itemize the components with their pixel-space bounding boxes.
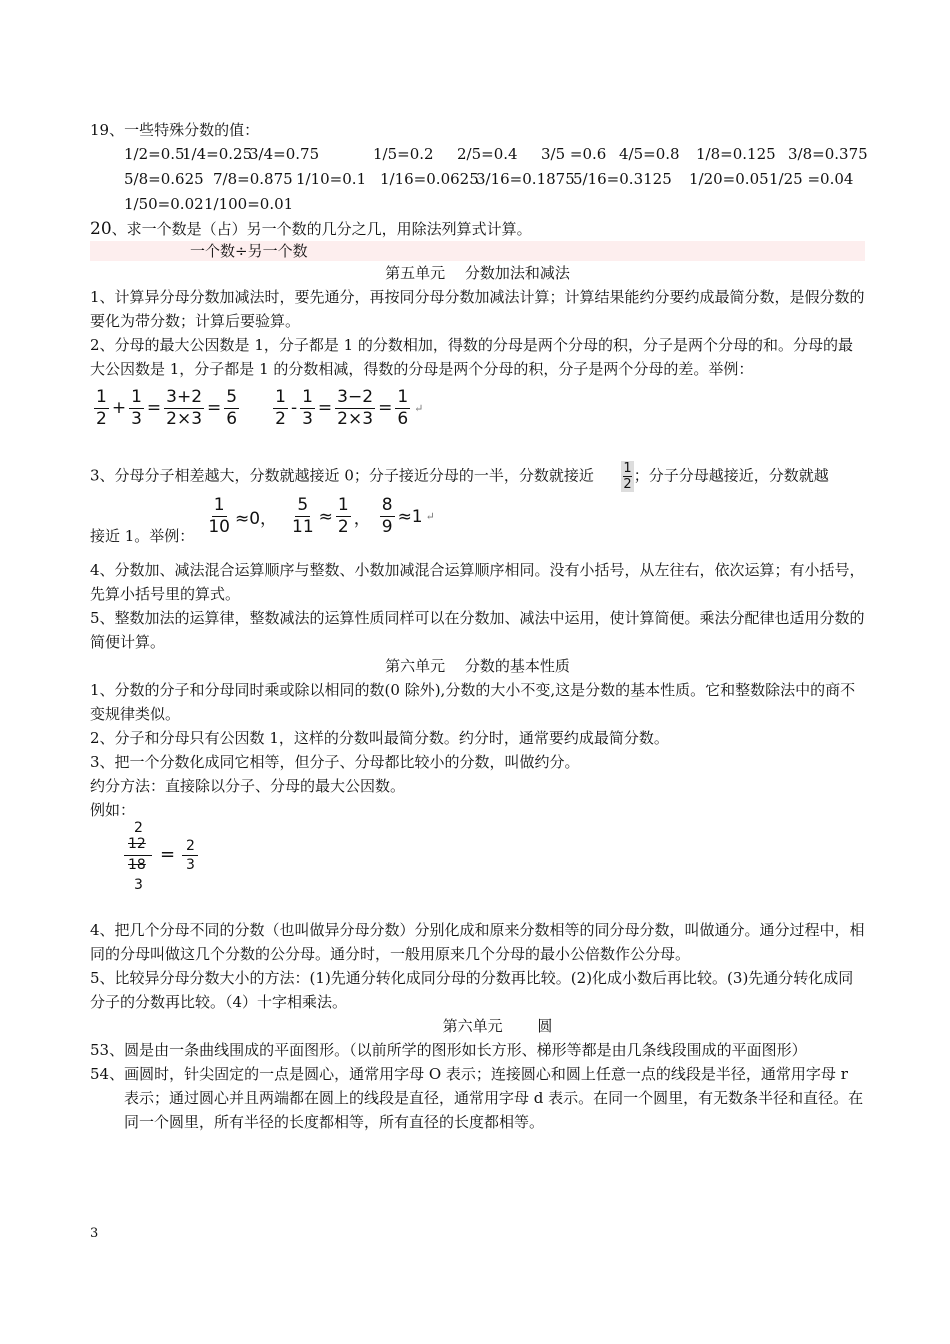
unit5-example-equations: $\frac{1}{2}$ + $\frac{1}{3}$ = $\frac{3+2}{2\times 3}$ = $\frac{5}{6}$ $\frac{1}{2}$ - $\frac{1}{3}$ = $\frac{3-2}{2\times 3}$ = $\frac{1}{6}$ ↵: [96, 386, 424, 429]
fraction: $\frac{1}{3}$: [131, 386, 142, 429]
unit5-p5: 5、整数加法的运算律，整数减法的运算性质同样可以在分数加、减法中运用，使计算简便。乘法分配律也适用分数的简便计算。: [90, 609, 865, 651]
s19-title: 19、一些特殊分数的值：: [90, 121, 260, 139]
unit5-p4: 4、分数加、减法混合运算顺序与整数、小数加减混合运算顺序相同。没有小括号，从左往右，依次运算；有小括号，先算小括号里的算式。: [90, 561, 865, 603]
unit6b-p53: 53、圆是由一条曲线围成的平面图形。（以前所学的图形如长方形、梯形等都是由几条线段围成的平面图形）: [90, 1041, 807, 1059]
s19-values-row1: 1/2=0.51/4=0.253/4=0.75 1/5=0.2 2/5=0.4 3/5 =0.6 4/5=0.8 1/8=0.125 3/8=0.375: [124, 145, 868, 163]
unit6-p3-method: 约分方法：直接除以分子、分母的最大公因数。: [90, 777, 406, 795]
unit5-p1: 1、计算异分母分数加减法时，要先通分，再按同分母分数加减法计算；计算结果能约分要约成最简分数，是假分数的要化为带分数；计算后要验算。: [90, 288, 865, 330]
unit5-p2: 2、分母的最大公因数是 1，分子都是 1 的分数相加，得数的分母是两个分母的积，分子是两个分母的和。分母的最大公因数是 1，分子都是 1 的分数相减，得数的分母是两个分母的积，分子是两个分母的差。举例：: [90, 336, 853, 378]
unit6-p1: 1、分数的分子和分母同时乘或除以相同的数(0 除外),分数的大小不变,这是分数的基本性质。它和整数除法中的商不变规律类似。: [90, 681, 856, 723]
return-mark-icon: ↵: [414, 401, 424, 415]
document-page: [90, 118, 868, 1134]
fraction: $\frac{1}{2}$: [96, 386, 107, 429]
reduction-example: 2 12 18 3 = 2 3: [120, 822, 240, 902]
s20-formula: 一个数÷另一个数: [90, 241, 865, 261]
fraction: $\frac{8}{9}$: [381, 495, 393, 537]
unit6-p4: 4、把几个分母不同的分数（也叫做异分母分数）分别化成和原来分数相等的同分母分数，叫做通分。通分过程中，相同的分母叫做这几个分数的公分母。通分时，一般用原来几个分母的最小公倍数作公分母。: [90, 921, 865, 963]
unit5-p3: 3、分母分子相差越大，分数就越接近 0；分子接近分母的一半，分数就接近 $\frac{1}{2}$ ；分子分母越接近，分数就越: [90, 461, 829, 492]
fraction: $\frac{1}{6}$: [397, 386, 409, 429]
unit6-p3: 3、把一个分数化成同它相等，但分子、分母都比较小的分数，叫做约分。: [90, 753, 580, 771]
return-mark-icon: ↵: [425, 510, 435, 523]
fraction: $\frac{3-2}{2\times 3}$: [337, 386, 374, 429]
s19-values-row3: 1/50=0.021/100=0.01: [124, 195, 294, 213]
unit6-p3-example-label: 例如：: [90, 801, 136, 819]
fraction: $\frac{1}{10}$: [208, 495, 230, 537]
s20-text: 20、求一个数是（占）另一个数的几分之几，用除法列算式计算。: [90, 219, 532, 239]
unit6b-p54: 54、画圆时，针尖固定的一点是圆心，通常用字母 O 表示；连接圆心和圆上任意一点的线段是半径，通常用字母 r 表示；通过圆心并且两端都在圆上的线段是直径，通常用字母 d 表示。在同一个圆里，有无数条半径和直径。在同一个圆里，所有半径的长度都相等，所有直径的长度都相等。: [90, 1065, 864, 1131]
unit5-p3-example: 接近 1。举例： $\frac{1}{10}$ ≈0， $\frac{5}{11}$ ≈ $\frac{1}{2}$ ， $\frac{8}{9}$ ≈1 ↵: [90, 495, 435, 545]
fraction: $\frac{3+2}{2\times 3}$: [166, 386, 203, 429]
half-fraction: $\frac{1}{2}$: [623, 461, 632, 492]
unit6-p5: 5、比较异分母分数大小的方法：(1)先通分转化成同分母的分数再比较。(2)化成小数后再比较。(3)先通分转化成同分子的分数再比较。（4）十字相乘法。: [90, 969, 854, 1011]
fraction: $\frac{5}{11}$: [292, 495, 314, 537]
unit6-p2: 2、分子和分母只有公因数 1，这样的分数叫最简分数。约分时，通常要约成最简分数。: [90, 729, 669, 747]
fraction: $\frac{5}{6}$: [226, 386, 238, 429]
s19-values-row2: 5/8=0.625 7/8=0.875 1/10=0.1 1/16=0.06253/16=0.18755/16=0.3125 1/20=0.051/25 =0.04: [124, 170, 854, 188]
fraction: $\frac{1}{2}$: [275, 386, 286, 429]
fraction: $\frac{1}{3}$: [302, 386, 313, 429]
unit6b-heading: 第六单元 圆: [442, 1017, 553, 1035]
unit6-heading: 第六单元 分数的基本性质: [385, 657, 570, 675]
unit5-heading: 第五单元 分数加法和减法: [385, 264, 570, 282]
fraction: $\frac{1}{2}$: [337, 495, 349, 537]
page-number: 3: [90, 1226, 99, 1241]
